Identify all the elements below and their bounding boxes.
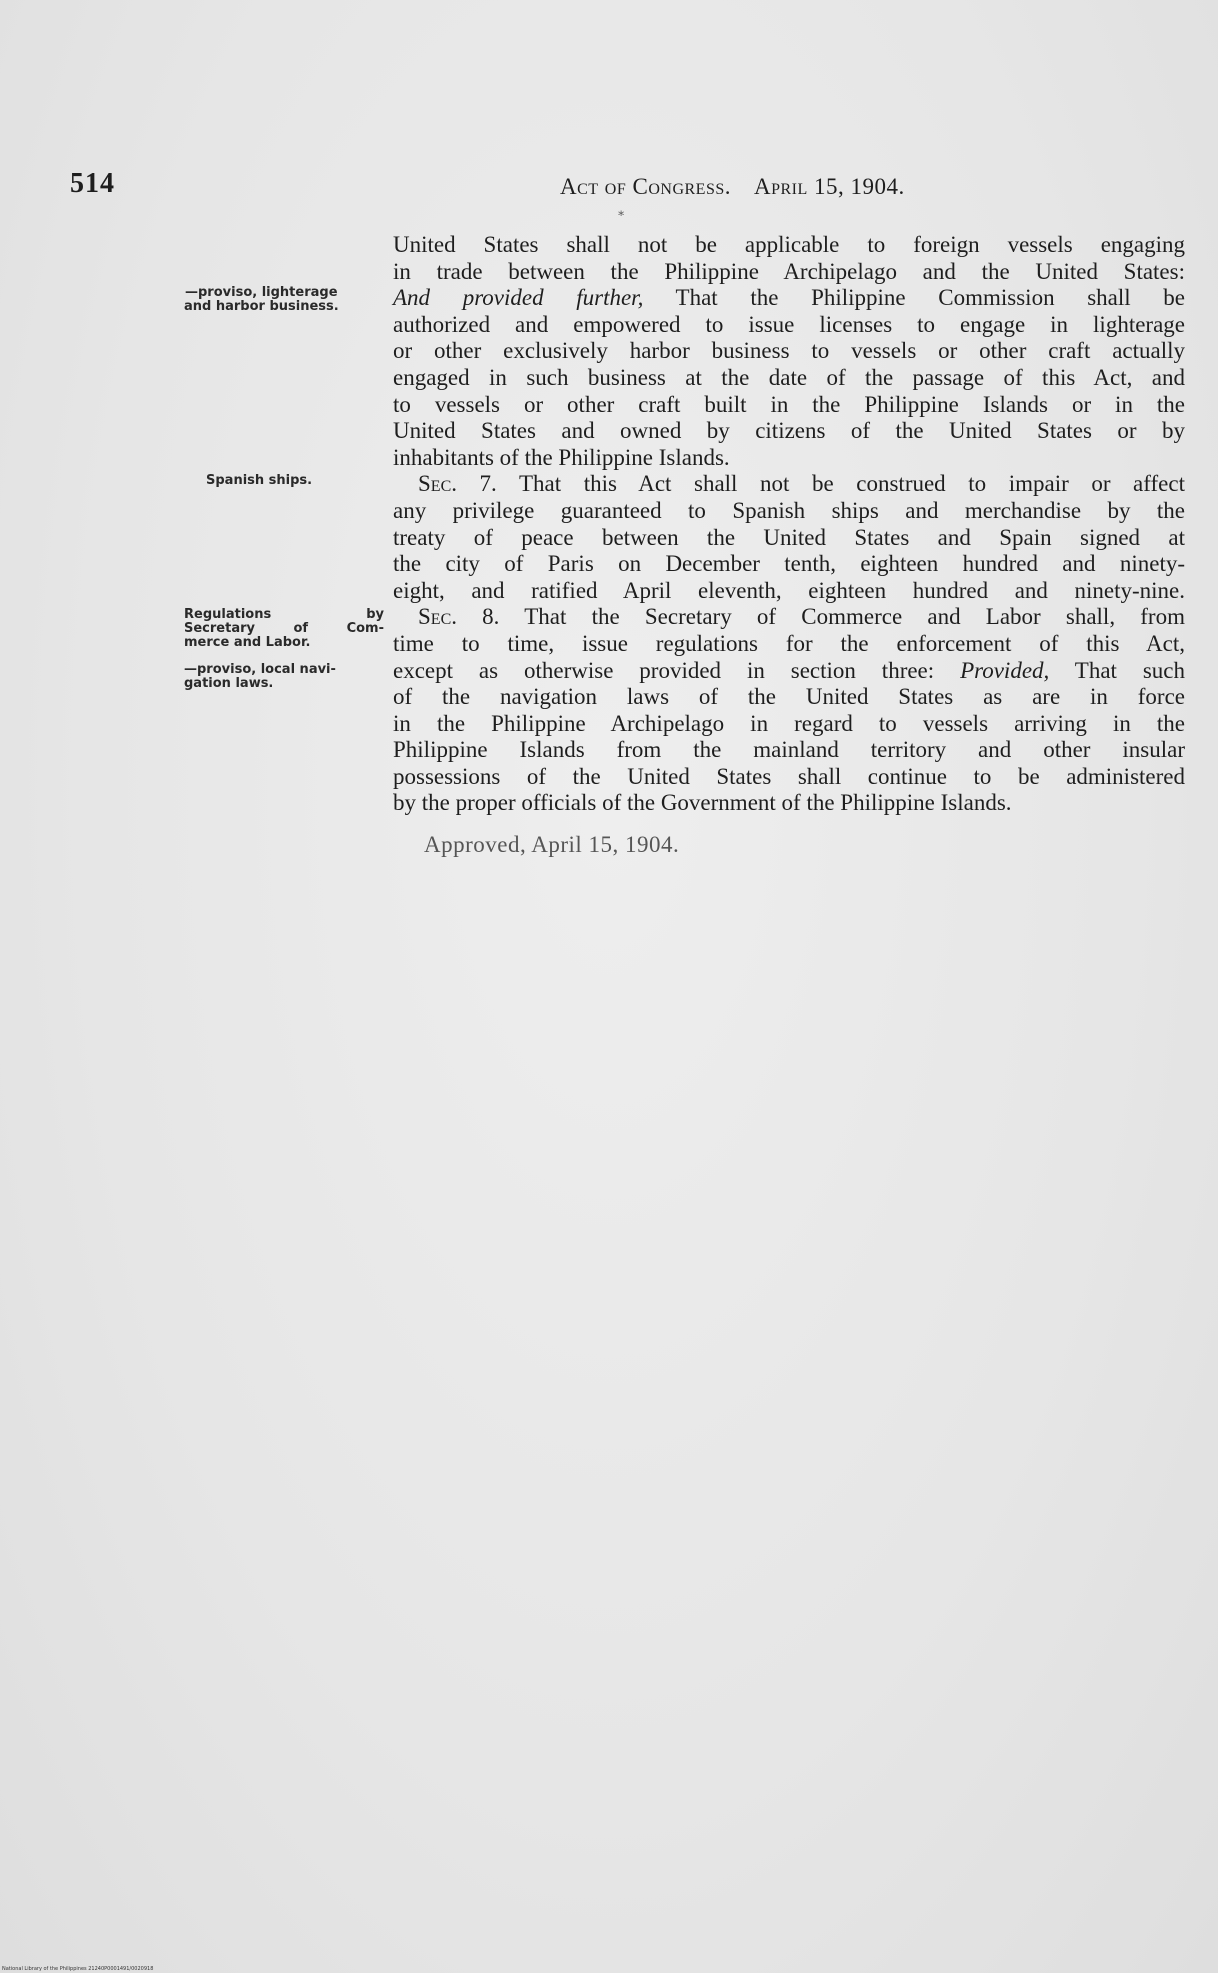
text-run: That this Act shall not be construed to impair or affect	[496, 471, 1185, 497]
text-run: That the Philippine Commission shall be	[643, 285, 1186, 311]
margin-note-line: Secretary of Com-	[184, 621, 384, 636]
text-run: except as otherwise provided in section three:	[393, 657, 961, 683]
running-head	[560, 174, 923, 200]
text-line: Philippine Islands from the mainland territory and other insular	[393, 737, 1185, 763]
act-body-text	[393, 232, 1185, 817]
margin-note-line: —proviso, lighterage	[185, 285, 338, 300]
section-label: Sec. 8.	[418, 604, 500, 630]
running-head-title: Act of Congress.	[560, 174, 732, 199]
margin-note-line: —proviso, local navi-	[184, 662, 336, 677]
text-line: inhabitants of the Philippine Islands.	[393, 444, 730, 470]
text-line: possessions of the United States shall continue to be administered	[393, 763, 1185, 789]
text-line: any privilege guaranteed to Spanish ships and merchandise by the	[393, 497, 1185, 523]
margin-note-line: gation laws.	[184, 676, 274, 691]
section-7-line	[393, 471, 1185, 498]
text-line: to vessels or other craft built in the Philippine Islands or in the	[393, 391, 1185, 417]
text-line: eight, and ratified April eleventh, eighteen hundred and ninety-nine.	[393, 577, 1185, 603]
margin-note-lighterage	[184, 286, 339, 314]
text-line: in the Philippine Archipelago in regard to vessels arriving in the	[393, 710, 1185, 736]
margin-note-regulations	[184, 608, 384, 650]
text-run: That the Secretary of Commerce and Labor shall, from	[499, 604, 1185, 630]
running-head-date: April 15, 1904.	[754, 174, 905, 199]
printer-ornament: ∗	[617, 206, 626, 220]
margin-note-line: merce and Labor.	[184, 635, 311, 650]
text-line: authorized and empowered to issue licenses to engage in lighterage	[393, 311, 1185, 337]
text-line	[393, 658, 1185, 685]
margin-note-spanish-ships: Spanish ships.	[206, 473, 313, 488]
margin-note-navigation	[184, 663, 336, 691]
text-line: engaged in such business at the date of the passage of this Act, and	[393, 364, 1185, 390]
text-line: treaty of peace between the United States and Spain signed at	[393, 524, 1185, 550]
scan-footer: National Library of the Philippines 21240P0001491/0020918	[2, 1966, 154, 1972]
section-label: Sec. 7.	[418, 471, 497, 497]
text-run: That such	[1049, 657, 1185, 683]
section-8-line	[393, 604, 1185, 631]
margin-note-line: Regulations by	[184, 607, 384, 622]
text-line: or other exclusively harbor business to vessels or other craft actually	[393, 338, 1185, 364]
italic-phrase: Provided,	[960, 657, 1050, 683]
text-line: by the proper officials of the Government of the Philippine Islands.	[393, 790, 1012, 816]
text-line: of the navigation laws of the United States as are in force	[393, 684, 1185, 710]
italic-phrase: And provided further,	[393, 285, 644, 311]
page-number: 514	[70, 168, 115, 199]
text-line: United States shall not be applicable to foreign vessels engaging	[393, 232, 1185, 257]
text-line: United States and owned by citizens of the United States or by	[393, 418, 1185, 444]
margin-note-line: and harbor business.	[184, 299, 339, 314]
text-line: the city of Paris on December tenth, eighteen hundred and ninety-	[393, 551, 1185, 577]
approval-line: Approved, April 15, 1904.	[424, 832, 680, 857]
text-line: time to time, issue regulations for the enforcement of this Act,	[393, 630, 1185, 656]
text-line	[393, 285, 1185, 312]
text-line: in trade between the Philippine Archipelago and the United States:	[393, 258, 1185, 284]
